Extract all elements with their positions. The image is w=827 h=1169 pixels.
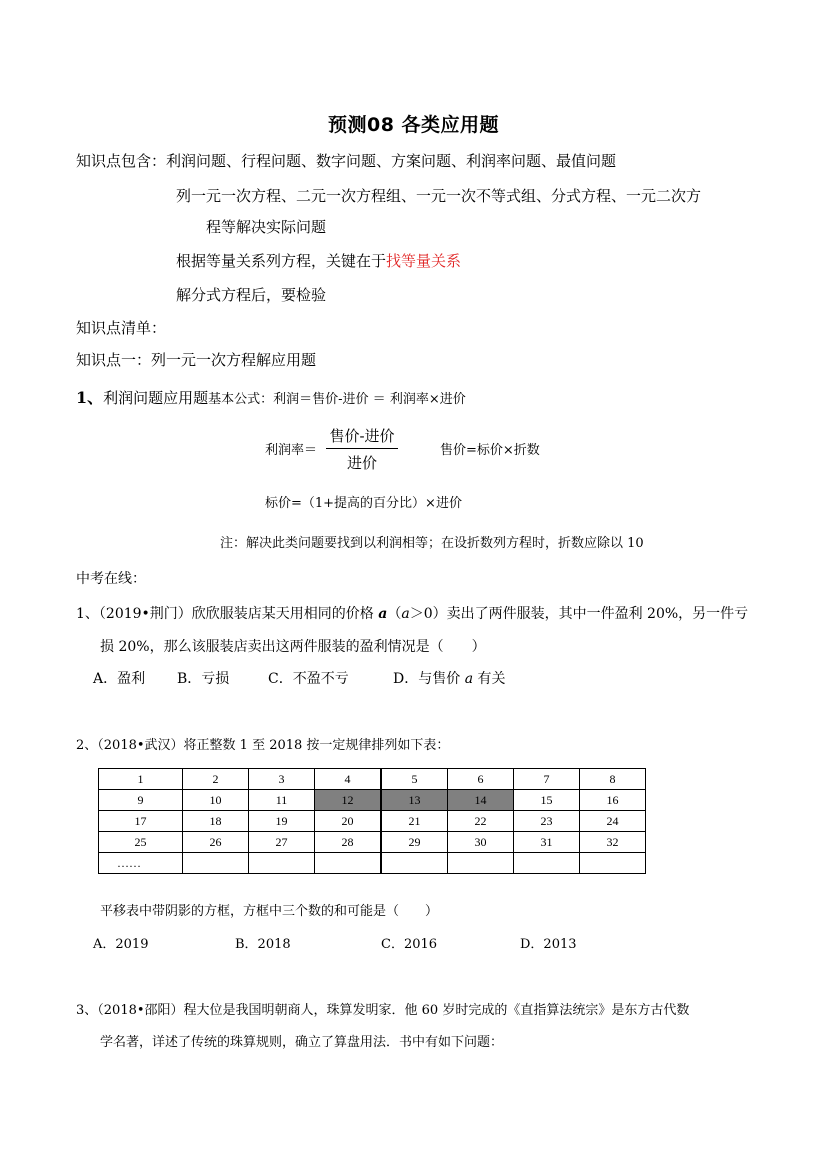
table-cell [580, 853, 646, 874]
shaded-cell: 12 [315, 790, 382, 811]
table-cell: 27 [249, 832, 315, 853]
q1-line-1 [76, 603, 748, 623]
note: 注：解决此类问题要找到以利润相等；在设折数列方程时，折数应除以 10 [220, 536, 644, 551]
key-prefix: 根据等量关系列方程，关键在于 [176, 252, 387, 270]
formula-rate-numerator: 售价-进价 [326, 425, 398, 449]
table-cell: 17 [99, 811, 183, 832]
knowledge-includes-line [76, 150, 616, 171]
knowledge-includes-label: 知识点包含： [76, 152, 167, 170]
table-cell: 11 [249, 790, 315, 811]
table-cell [448, 853, 514, 874]
q2-stem [76, 734, 449, 753]
table-cell [249, 853, 315, 874]
formula-heading-bold: 利润问题应用题 [103, 389, 209, 407]
table-cell: 9 [99, 790, 183, 811]
formula-rate-denominator: 进价 [346, 454, 377, 472]
q2-number: 2、 [76, 738, 98, 753]
q1-paren-open: （ [387, 606, 402, 622]
q2-option-b: B．2018 [235, 937, 291, 952]
table-cell: 26 [183, 832, 249, 853]
q3-number: 3、 [76, 1003, 98, 1018]
table-cell: 23 [514, 811, 580, 832]
formula-sale: 售价=标价×折数 [440, 443, 540, 458]
number-table [98, 768, 646, 874]
q2-stem-text: （2018•武汉）将正整数 1 至 2018 按一定规律排列如下表： [97, 738, 450, 753]
key-line [176, 250, 461, 271]
q2-option-a: A．2019 [93, 937, 149, 952]
q2-question: 平移表中带阴影的方框，方框中三个数的和可能是（ ） [100, 904, 439, 919]
q1-number: 1、 [76, 606, 99, 622]
q3-line-1 [76, 999, 689, 1018]
methods-line-2: 程等解决实际问题 [206, 218, 327, 236]
table-cell: 2 [183, 769, 249, 790]
table-row [99, 853, 646, 874]
table-cell: 3 [249, 769, 315, 790]
q1-option-a: A．盈利 [93, 671, 146, 687]
table-cell-ellipsis: …… [99, 853, 183, 874]
q1-var-a-2: a [401, 606, 410, 622]
table-row [99, 769, 646, 790]
page-title: 预测08 各类应用题 [327, 114, 500, 136]
list-label: 知识点清单： [76, 319, 167, 337]
table-cell: 19 [249, 811, 315, 832]
point-1-heading: 知识点一：列一元一次方程解应用题 [76, 351, 317, 369]
table-cell: 21 [381, 811, 448, 832]
table-cell: 32 [580, 832, 646, 853]
table-cell: 16 [580, 790, 646, 811]
table-cell: 6 [448, 769, 514, 790]
table-cell: 30 [448, 832, 514, 853]
table-cell [183, 853, 249, 874]
table-cell: 20 [315, 811, 382, 832]
table-cell: 8 [580, 769, 646, 790]
table-cell: 10 [183, 790, 249, 811]
q3-line-2: 学名著，详述了传统的珠算规则，确立了算盘用法．书中有如下问题： [100, 1035, 504, 1050]
table-cell: 28 [315, 832, 382, 853]
table-cell: 25 [99, 832, 183, 853]
table-row [99, 811, 646, 832]
table-cell: 15 [514, 790, 580, 811]
q1-option-d-var: a [464, 671, 474, 687]
formula-heading-num: 1、 [76, 388, 104, 407]
table-cell: 4 [315, 769, 382, 790]
q1-option-d-text: D．与售价 [393, 671, 465, 687]
q1-stem-a: （2019•荆门）欣欣服装店某天用相同的价格 [98, 606, 379, 622]
q1-line-2: 损 20%，那么该服装店卖出这两件服装的盈利情况是（ ） [100, 639, 486, 655]
zhongkao-label: 中考在线： [76, 571, 146, 587]
q1-var-a: a [378, 606, 388, 622]
q1-option-d-suffix: 有关 [473, 671, 506, 687]
q1-option-b: B．亏损 [177, 671, 230, 687]
q1-option-c: C．不盈不亏 [268, 671, 349, 687]
q2-option-c: C．2016 [381, 937, 438, 952]
check-line: 解分式方程后，要检验 [176, 286, 327, 304]
table-cell [381, 853, 448, 874]
q2-option-d: D．2013 [520, 937, 577, 952]
table-cell: 31 [514, 832, 580, 853]
formula-mark: 标价=（1+提高的百分比）×进价 [265, 496, 462, 511]
q1-stem-b: ＞0）卖出了两件服装，其中一件盈利 20%，另一件亏 [409, 606, 749, 622]
shaded-cell: 14 [448, 790, 514, 811]
methods-line-1: 列一元一次方程、二元一次方程组、一元一次不等式组、分式方程、一元二次方 [176, 187, 702, 205]
table-cell: 18 [183, 811, 249, 832]
formula-rate-fraction [326, 425, 398, 473]
q1-option-d [393, 668, 506, 688]
table-cell: 7 [514, 769, 580, 790]
formula-heading-rest: 基本公式：利润＝售价-进价 ＝ 利润率×进价 [208, 392, 466, 407]
table-cell: 1 [99, 769, 183, 790]
knowledge-topics: 利润问题、行程问题、数字问题、方案问题、利润率问题、最值问题 [166, 152, 617, 170]
formula-heading [76, 385, 466, 408]
key-highlight: 找等量关系 [386, 252, 462, 270]
table-row [99, 790, 646, 811]
table-cell: 29 [381, 832, 448, 853]
q3-line-1-text: （2018•邵阳）程大位是我国明朝商人，珠算发明家．他 60 岁时完成的《直指算法统宗》是东方古代数 [97, 1003, 690, 1018]
table-cell: 5 [381, 769, 448, 790]
table-row [99, 832, 646, 853]
table-cell: 24 [580, 811, 646, 832]
shaded-cell: 13 [381, 790, 448, 811]
table-cell: 22 [448, 811, 514, 832]
table-cell [315, 853, 382, 874]
formula-rate-lhs: 利润率＝ [265, 443, 318, 458]
table-cell [514, 853, 580, 874]
